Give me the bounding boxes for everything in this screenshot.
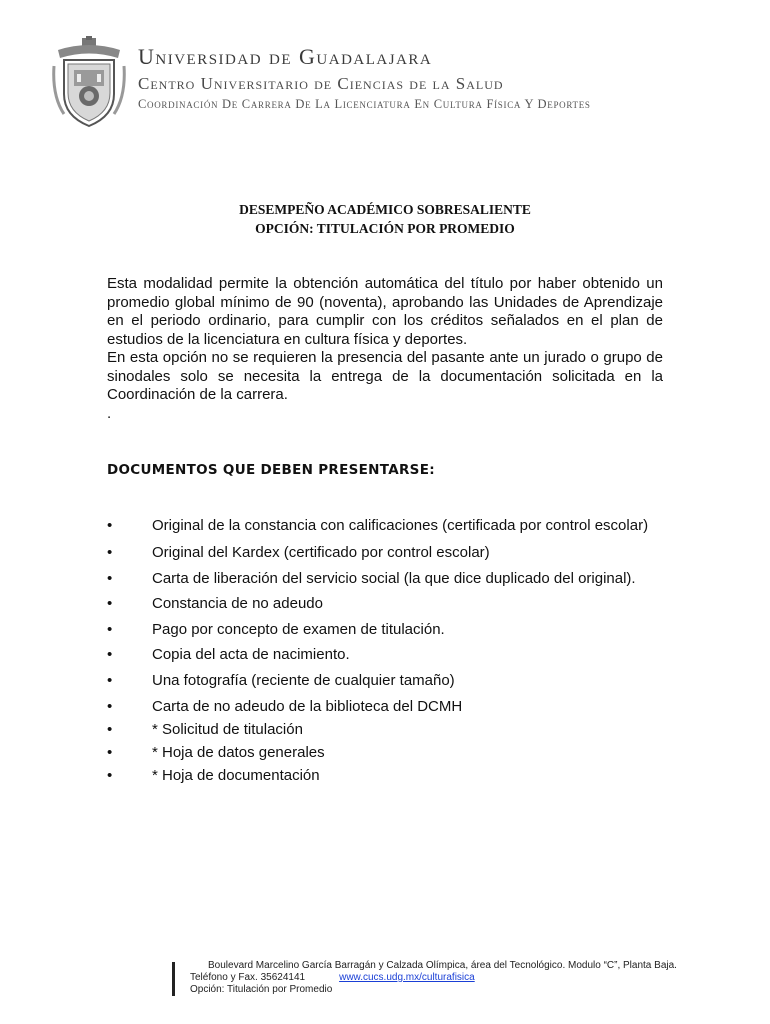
seal-banner (58, 45, 120, 58)
bullet-icon: • (107, 744, 113, 761)
bullet-icon: • (107, 672, 113, 689)
bullet-icon: • (107, 721, 113, 738)
footer-website-link[interactable]: www.cucs.udg.mx/culturafisica (339, 972, 475, 983)
university-seal-logo (52, 36, 126, 128)
bullet-icon: • (107, 544, 113, 561)
trailing-dot: . (107, 404, 112, 422)
footer-option: Opción: Titulación por Promedio (190, 984, 333, 995)
bullet-icon: • (107, 595, 113, 612)
coordination-name: Coordinación De Carrera De La Licenciatura En Cultura Física Y Deportes (138, 97, 591, 111)
description-body (107, 275, 663, 423)
description-paragraph-2: En esta opción no se requieren la presencia del pasante ante un jurado o grupo de sinodales solo se necesita la entrega de la documentación solicitada en la Coordinación de la carrera. (107, 349, 663, 403)
footer-text (190, 960, 677, 996)
footer-contact-line (190, 972, 677, 984)
bullet-icon: • (107, 646, 113, 663)
description-paragraph-1: Esta modalidad permite la obtención automática del título por haber obtenido un promedio global mínimo de 90 (noventa), aprobando las Unidades de Aprendizaje en el periodo ordinario, para cumplir con los créditos señalados en el plan de estudios de la licenciatura en cultura física y deportes. (107, 275, 663, 348)
footer-phone: Teléfono y Fax. 35624141 (190, 972, 306, 983)
bullet-icon: • (107, 698, 113, 715)
bullet-icon: • (107, 517, 113, 534)
footer-divider (172, 962, 175, 996)
documents-heading: DOCUMENTOS QUE DEBEN PRESENTARSE: (107, 462, 435, 478)
bullet-icon: • (107, 767, 113, 784)
document-subtitle: OPCIÓN: TITULACIÓN POR PROMEDIO (255, 221, 515, 236)
bullet-icon: • (107, 621, 113, 638)
letterhead (138, 44, 591, 112)
bullet-icon: • (107, 570, 113, 587)
seal-crown (82, 36, 96, 46)
document-title: DESEMPEÑO ACADÉMICO SOBRESALIENTE (239, 202, 531, 217)
footer-address: Boulevard Marcelino García Barragán y Calzada Olímpica, área del Tecnológico. Modulo “C”, Planta Baja. (208, 960, 677, 971)
university-name: Universidad de Guadalajara (138, 44, 433, 69)
center-name: Centro Universitario de Ciencias de la Salud (138, 74, 504, 93)
